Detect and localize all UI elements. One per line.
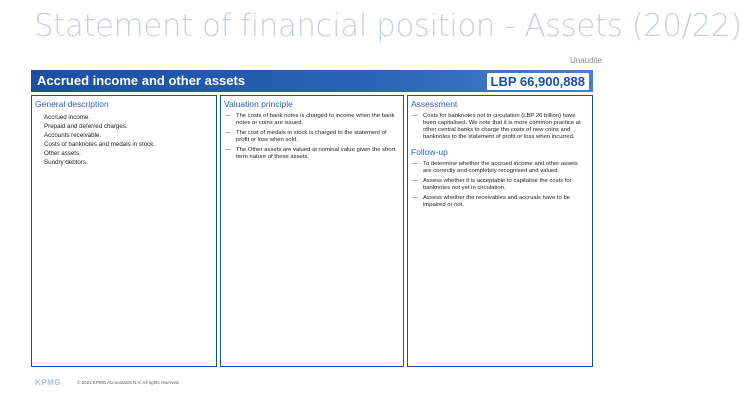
list-item: — Assess whether it is acceptable to capitalise the costs for banknotes not yet in circulation.	[423, 178, 588, 192]
follow-up-heading: Follow-up	[411, 147, 448, 157]
general-description-panel	[31, 95, 217, 367]
list-item: Other assets.	[44, 150, 81, 157]
general-description-list	[32, 113, 216, 167]
unaudited-label: Unaudite	[569, 56, 602, 65]
list-item: — The cost of medals in stock is charged to the statement of profit or loss when sold.	[236, 130, 399, 144]
assessment-list	[408, 113, 592, 141]
valuation-principle-panel	[220, 95, 404, 367]
slide-title: Statement of financial position - Assets (20/22)	[34, 8, 742, 44]
copyright-text: © 2021 KPMG Accountants N.V. All rights reserved.	[77, 380, 180, 385]
kpmg-logo: KPMG	[35, 378, 61, 387]
banner-amount: LBP 66,900,888	[490, 74, 585, 89]
list-item: — The costs of bank notes is charged to income when the bank notes or coins are issued.	[236, 113, 399, 127]
list-item: — Costs for banknotes not in circulation (LBP 26 billion) have been capitalised. We note that it is more common practice at other central banks to charge the costs of new coins and banknotes to the statement of profit or loss when incurred.	[423, 113, 588, 141]
amount-box	[487, 73, 589, 90]
general-description-heading: General description	[35, 99, 109, 109]
list-item: Accrued income.	[44, 114, 91, 121]
list-item: Prepaid and deferred charges.	[44, 123, 128, 130]
follow-up-list	[408, 161, 592, 209]
valuation-principle-heading: Valuation principle	[224, 99, 293, 109]
list-item: Accounts receivable.	[44, 132, 102, 139]
section-banner	[31, 70, 593, 92]
assessment-panel	[407, 95, 593, 367]
list-item: — To determine whether the accrued income and other assets are correctly and completely recognised and valued.	[423, 161, 588, 175]
assessment-heading: Assessment	[411, 99, 458, 109]
valuation-principle-list	[221, 113, 403, 161]
banner-title: Accrued income and other assets	[37, 73, 246, 88]
list-item: — The Other assets are valued at nominal value given the short term nature of these assets.	[236, 147, 399, 161]
list-item: Sundry debtors.	[44, 159, 88, 166]
list-item: — Assess whether the receivables and accruals have to be impaired or not.	[423, 195, 588, 209]
list-item: Costs of banknotes and medals in stock.	[44, 141, 156, 148]
